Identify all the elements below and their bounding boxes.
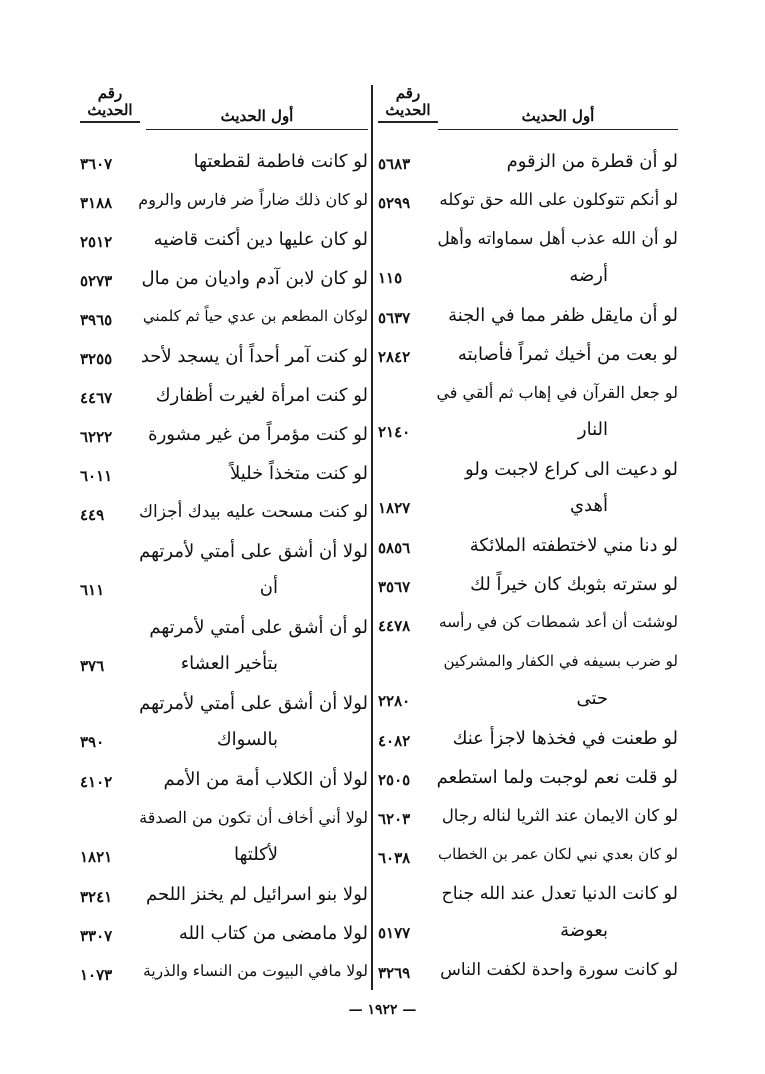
hadith-text: لو كنت مسحت عليه بيدك أجزاك xyxy=(139,502,368,522)
hadith-text: لو أن الله عذب أهل سماواته وأهل xyxy=(437,229,678,249)
hadith-entry xyxy=(80,533,368,609)
hadith-text: لو أن أشق على أمتي لأمرتهم xyxy=(149,617,368,638)
hadith-text: لولا أن الكلاب أمة من الأمم xyxy=(163,769,368,790)
hadith-text: لو سترته بثوبك كان خيراً لك xyxy=(470,574,678,595)
hadith-entry xyxy=(378,143,678,182)
hadith-text: لو جعل القرآن في إهاب ثم ألقي في xyxy=(436,383,678,402)
hadith-text: لو كان عليها دين أكنت قاضيه xyxy=(153,229,368,250)
hadith-text: لوكان المطعم بن عدي حياً ثم كلمني xyxy=(142,307,368,325)
hadith-text: لولا أن أشق على أمتي لأمرتهم xyxy=(139,693,368,714)
hadith-entry xyxy=(80,377,368,416)
hadith-number: ٦٠١١ xyxy=(80,467,113,485)
hadith-entry xyxy=(80,182,368,221)
hadith-text: لو ضرب بسيفه في الكفار والمشركين xyxy=(443,652,678,670)
hadith-number: ٦٢٢٢ xyxy=(80,428,113,446)
right-column xyxy=(378,85,678,995)
hadith-number: ٣٩٦٥ xyxy=(80,311,113,329)
hadith-entry xyxy=(378,876,678,952)
hadith-number: ٤٠٨٢ xyxy=(378,732,411,750)
number-header-line2: الحديث xyxy=(80,102,140,123)
number-header xyxy=(378,85,438,123)
hadith-entry xyxy=(378,644,678,720)
hadith-number: ٤٤٦٧ xyxy=(80,389,113,407)
hadith-number: ١١٥ xyxy=(378,269,403,287)
hadith-entry xyxy=(80,609,368,685)
hadith-number: ٣١٨٨ xyxy=(80,194,113,212)
hadith-text: لو كان ذلك ضاراً ضر فارس والروم xyxy=(138,190,368,209)
hadith-text: لو كانت الدنيا تعدل عند الله جناح xyxy=(441,884,678,904)
hadith-entry xyxy=(378,720,678,759)
hadith-number: ٤٤٧٨ xyxy=(378,617,411,635)
hadith-number: ٣٩٠ xyxy=(80,733,105,751)
hadith-text: لو أن مايقل ظفر مما في الجنة xyxy=(448,305,678,326)
hadith-number: ٦٠٣٨ xyxy=(378,849,411,867)
hadith-number: ٥٨٥٦ xyxy=(378,539,411,557)
hadith-entry xyxy=(80,299,368,338)
hadith-entry xyxy=(378,837,678,876)
hadith-entry xyxy=(80,954,368,993)
column-divider xyxy=(371,85,373,990)
hadith-text: لوشئت أن أعد شمطات كن في رأسه xyxy=(438,613,678,631)
hadith-number: ٢١٤٠ xyxy=(378,423,411,441)
hadith-entry xyxy=(80,338,368,377)
hadith-text: لو كان لابن آدم واديان من مال xyxy=(141,268,368,289)
hadith-entry xyxy=(80,143,368,182)
hadith-text: لو أنكم تتوكلون على الله حق توكله xyxy=(439,190,678,209)
hadith-number: ٦٢٠٣ xyxy=(378,810,411,828)
hadith-number: ٤١٠٢ xyxy=(80,773,113,791)
hadith-text-continuation: بالسواك xyxy=(216,729,278,750)
hadith-number: ٣٥٦٧ xyxy=(378,578,411,596)
hadith-number: ٢٢٨٠ xyxy=(378,692,411,710)
hadith-text: لولا مامضى من كتاب الله xyxy=(178,923,368,944)
hadith-text-continuation: أهدي xyxy=(569,495,608,516)
hadith-entry xyxy=(378,605,678,644)
hadith-text: لولا مافي البيوت من النساء والذرية xyxy=(143,962,368,980)
hadith-text: لو كانت سورة واحدة لكفت الناس xyxy=(440,960,678,980)
hadith-number: ٥٢٧٣ xyxy=(80,272,113,290)
hadith-entry xyxy=(378,375,678,451)
hadith-text-continuation: النار xyxy=(577,419,608,440)
hadith-text: لو كنت امرأة لغيرت أظفارك xyxy=(155,385,368,406)
hadith-entry xyxy=(378,336,678,375)
hadith-text: لو كنت مؤمراً من غير مشورة xyxy=(148,424,368,445)
hadith-text: لولا بنو اسرائيل لم يخنز اللحم xyxy=(146,884,368,905)
number-header xyxy=(80,85,140,123)
hadith-entry xyxy=(378,451,678,527)
hadith-number: ٣٢٦٩ xyxy=(378,964,411,982)
hadith-number: ٥٢٩٩ xyxy=(378,194,411,212)
hadith-entry xyxy=(378,221,678,297)
hadith-number: ٤٤٩ xyxy=(80,506,105,524)
hadith-text: لو طعنت في فخذها لاجزأ عنك xyxy=(452,728,678,749)
left-rows xyxy=(80,143,368,993)
hadith-number: ٣٢٥٥ xyxy=(80,350,113,368)
left-column xyxy=(80,85,368,995)
text-header: أول الحديث xyxy=(438,107,678,130)
number-header-line1: رقم xyxy=(395,84,421,102)
hadith-entry xyxy=(378,297,678,336)
hadith-text-continuation: بتأخير العشاء xyxy=(180,653,278,674)
hadith-text-continuation: أن xyxy=(259,577,278,598)
hadith-number: ٣٦٠٧ xyxy=(80,155,113,173)
hadith-text-continuation: بعوضة xyxy=(560,920,608,941)
hadith-number: ٣٢٤١ xyxy=(80,888,113,906)
hadith-entry xyxy=(378,182,678,221)
hadith-text: لولا أن أشق على أمتي لأمرتهم xyxy=(139,541,368,562)
hadith-number: ١٨٢١ xyxy=(80,848,113,866)
hadith-entry xyxy=(378,527,678,566)
hadith-entry xyxy=(80,260,368,299)
hadith-text: لو كان بعدي نبي لكان عمر بن الخطاب xyxy=(438,845,678,863)
hadith-text: لو قلت نعم لوجبت ولما استطعم xyxy=(436,767,678,788)
hadith-entry xyxy=(80,685,368,761)
hadith-text: لو أن قطرة من الزقوم xyxy=(506,151,678,172)
hadith-text: لو دعيت الى كراع لاجبت ولو xyxy=(465,459,678,480)
hadith-number: ٣٣٠٧ xyxy=(80,927,113,945)
hadith-text-continuation: أرضه xyxy=(569,265,608,286)
hadith-number: ٢٨٤٢ xyxy=(378,348,411,366)
hadith-text: لو كانت فاطمة لقطعتها xyxy=(193,151,368,172)
hadith-entry xyxy=(378,798,678,837)
hadith-entry xyxy=(378,566,678,605)
hadith-text-continuation: لأكلتها xyxy=(233,844,278,865)
hadith-text: لولا أني أخاف أن تكون من الصدقة xyxy=(139,808,368,827)
hadith-number: ٦١١ xyxy=(80,581,105,599)
hadith-text: لو بعت من أخيك ثمراً فأصابته xyxy=(457,344,678,365)
hadith-number: ٥٦٨٣ xyxy=(378,155,411,173)
hadith-number: ٥١٧٧ xyxy=(378,924,411,942)
hadith-entry xyxy=(80,416,368,455)
hadith-entry xyxy=(80,494,368,533)
right-rows xyxy=(378,143,678,991)
hadith-text: لو كان الايمان عند الثريا لناله رجال xyxy=(441,806,678,825)
text-header: أول الحديث xyxy=(146,107,368,130)
hadith-entry xyxy=(80,221,368,260)
hadith-text: لو دنا مني لاختطفته الملائكة xyxy=(469,535,678,556)
number-header-line2: الحديث xyxy=(378,102,438,123)
hadith-entry xyxy=(378,759,678,798)
hadith-number: ١٠٧٣ xyxy=(80,966,113,984)
hadith-entry xyxy=(80,876,368,915)
page-number: — ١٩٢٢ — xyxy=(348,1002,417,1018)
hadith-text: لو كنت آمر أحداً أن يسجد لأحد xyxy=(140,346,368,367)
hadith-number: ٥٦٣٧ xyxy=(378,309,411,327)
hadith-text: لو كنت متخذاً خليلاً xyxy=(229,463,368,484)
hadith-number: ٢٥٠٥ xyxy=(378,771,411,789)
hadith-number: ٣٧٦ xyxy=(80,657,105,675)
number-header-line1: رقم xyxy=(97,84,123,102)
hadith-entry xyxy=(80,455,368,494)
hadith-entry xyxy=(80,761,368,800)
hadith-number: ٢٥١٢ xyxy=(80,233,113,251)
hadith-entry xyxy=(80,800,368,876)
hadith-entry xyxy=(80,915,368,954)
hadith-number: ١٨٢٧ xyxy=(378,499,411,517)
hadith-entry xyxy=(378,952,678,991)
hadith-text-continuation: حتى xyxy=(576,688,608,709)
